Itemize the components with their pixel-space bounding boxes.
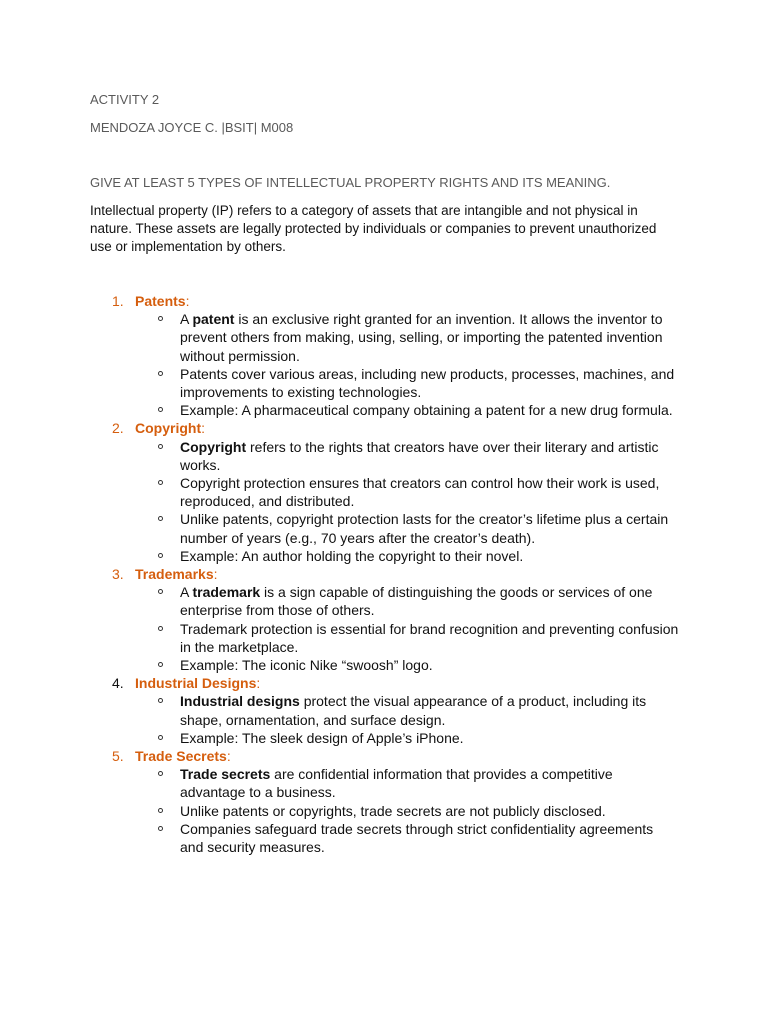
- question-prompt: GIVE AT LEAST 5 TYPES OF INTELLECTUAL PROPERTY RIGHTS AND ITS MEANING.: [90, 175, 611, 190]
- list-item: Example: A pharmaceutical company obtaining a patent for a new drug formula.: [135, 401, 680, 419]
- hollow-bullet-icon: [158, 771, 163, 776]
- ip-types-list: [90, 292, 680, 856]
- list-item: Example: An author holding the copyright to their novel.: [135, 547, 680, 565]
- item-number: 3.: [112, 566, 124, 583]
- list-item-trademarks: [90, 565, 680, 674]
- list-item: Trademark protection is essential for brand recognition and preventing confusion in the marketplace.: [135, 620, 680, 656]
- item-number: 4.: [112, 675, 124, 692]
- item-number: 2.: [112, 420, 124, 437]
- hollow-bullet-icon: [158, 553, 163, 558]
- hollow-bullet-icon: [158, 626, 163, 631]
- intro-paragraph: Intellectual property (IP) refers to a category of assets that are intangible and not physical in nature. These assets are legally protected by individuals or companies to prevent unauthorized use or implementation by others.: [90, 203, 657, 254]
- item-colon: :: [213, 566, 218, 583]
- hollow-bullet-icon: [158, 516, 163, 521]
- item-number: 1.: [112, 293, 124, 309]
- sub-list: [135, 765, 680, 856]
- hollow-bullet-icon: [158, 662, 163, 667]
- item-title: Trade Secrets: [135, 748, 227, 765]
- list-item-industrial-designs: [90, 674, 680, 747]
- sub-list: [135, 438, 680, 565]
- list-item-patents: [90, 292, 680, 419]
- hollow-bullet-icon: [158, 698, 163, 703]
- item-number: 5.: [112, 748, 124, 765]
- item-title: Industrial Designs: [135, 675, 257, 692]
- hollow-bullet-icon: [158, 316, 163, 321]
- list-item: Copyright protection ensures that creators can control how their work is used, reproduced, and distributed.: [135, 474, 680, 510]
- hollow-bullet-icon: [158, 444, 163, 449]
- item-colon: :: [185, 293, 190, 309]
- item-colon: :: [256, 675, 261, 692]
- item-title: Trademarks: [135, 566, 214, 583]
- list-item: Trade secrets are confidential information that provides a competitive advantage to a business.: [135, 765, 680, 801]
- hollow-bullet-icon: [158, 735, 163, 740]
- item-colon: :: [201, 420, 205, 437]
- activity-title: ACTIVITY 2: [90, 92, 160, 107]
- item-title: Copyright: [135, 420, 202, 437]
- list-item: Patents cover various areas, including new products, processes, machines, and improvements to existing technologies.: [135, 365, 680, 401]
- sub-list: [135, 583, 680, 674]
- list-item: Unlike patents or copyrights, trade secrets are not publicly disclosed.: [135, 802, 680, 820]
- hollow-bullet-icon: [158, 826, 163, 831]
- hollow-bullet-icon: [158, 371, 163, 376]
- list-item: Example: The sleek design of Apple’s iPhone.: [135, 729, 680, 747]
- list-item: A trademark is a sign capable of distinguishing the goods or services of one enterprise from those of others.: [135, 583, 680, 619]
- list-item: Companies safeguard trade secrets through strict confidentiality agreements and security measures.: [135, 820, 680, 856]
- sub-list: [135, 310, 680, 419]
- item-colon: :: [226, 748, 231, 765]
- hollow-bullet-icon: [158, 480, 163, 485]
- list-item: Copyright refers to the rights that creators have over their literary and artistic works.: [135, 438, 680, 474]
- sub-list: [135, 692, 680, 747]
- hollow-bullet-icon: [158, 589, 163, 594]
- list-item: Industrial designs protect the visual appearance of a product, including its shape, ornamentation, and surface design.: [135, 692, 680, 728]
- hollow-bullet-icon: [158, 407, 163, 412]
- item-title: Patents: [135, 293, 186, 309]
- list-item: Unlike patents, copyright protection lasts for the creator’s lifetime plus a certain number of years (e.g., 70 years after the creator’s death).: [135, 510, 680, 546]
- list-item: Example: The iconic Nike “swoosh” logo.: [135, 656, 680, 674]
- list-item-copyright: [90, 419, 680, 565]
- student-info: MENDOZA JOYCE C. |BSIT| M008: [90, 120, 294, 135]
- list-item-trade-secrets: [90, 747, 680, 856]
- list-item: A patent is an exclusive right granted for an invention. It allows the inventor to prevent others from making, using, selling, or importing the patented invention without permission.: [135, 310, 680, 365]
- hollow-bullet-icon: [158, 808, 163, 813]
